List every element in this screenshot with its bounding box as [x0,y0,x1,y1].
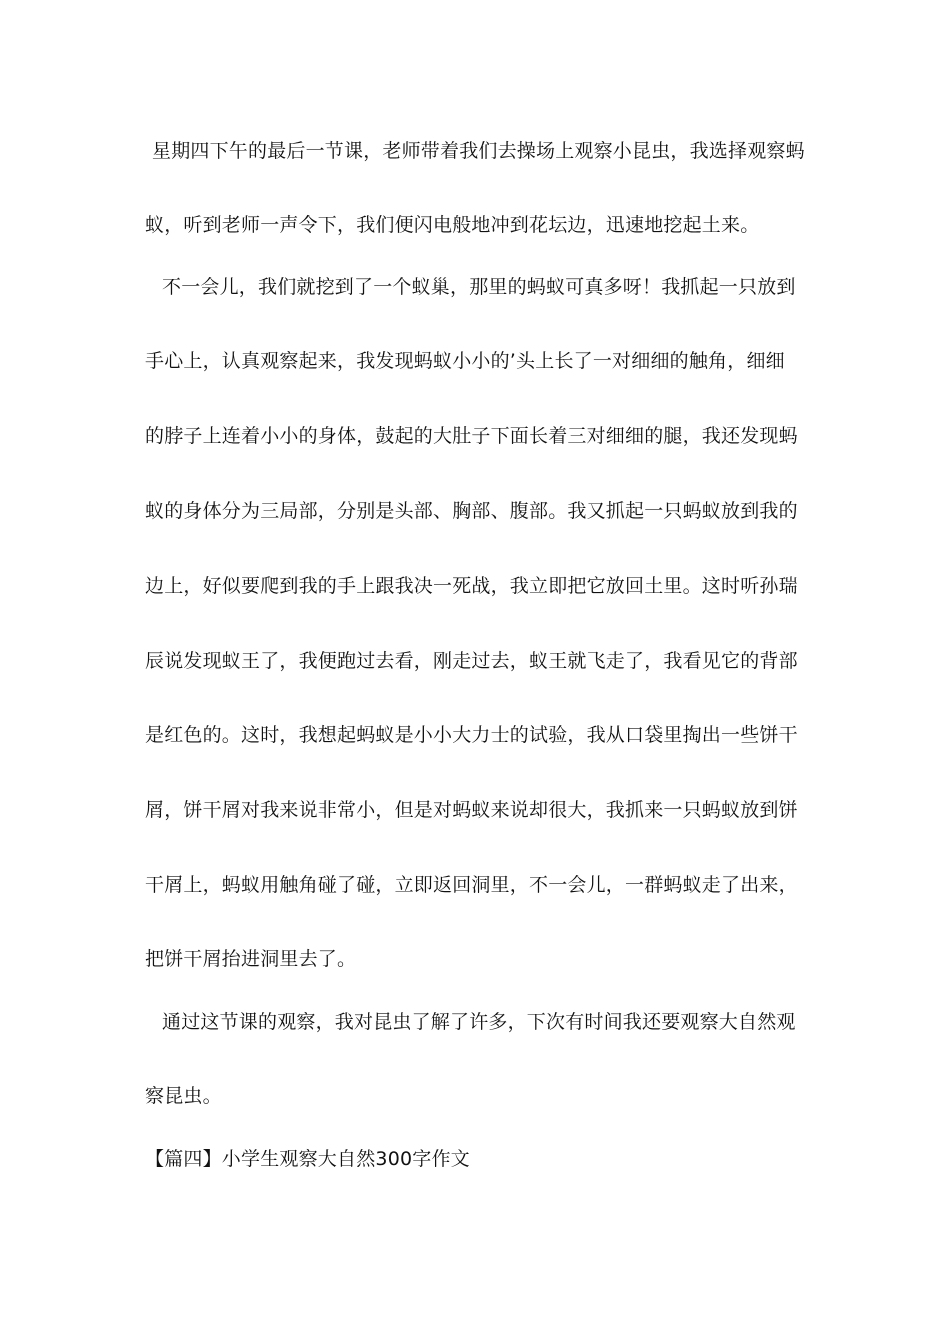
paragraph-2-line-4: 蚁的身体分为三局部，分别是头部、胸部、腹部。我又抓起一只蚂蚁放到我的 [145,500,798,522]
paragraph-3-line-2: 察昆虫。 [145,1085,222,1107]
paragraph-2-line-7: 是红色的。这时，我想起蚂蚁是小小大力士的试验，我从口袋里掏出一些饼干 [145,724,798,746]
paragraph-2-line-9: 干屑上，蚂蚁用触角碰了碰，立即返回洞里，不一会儿，一群蚂蚁走了出来， [145,874,798,896]
paragraph-2-line-6: 辰说发现蚁王了，我便跑过去看，刚走过去，蚁王就飞走了，我看见它的背部 [145,650,798,672]
paragraph-2-line-2: 手心上，认真观察起来，我发现蚂蚁小小的’头上长了一对细细的触角，细细 [145,350,785,372]
paragraph-2-line-1: 不一会儿，我们就挖到了一个蚁巢，那里的蚂蚁可真多呀！我抓起一只放到 [162,276,796,298]
paragraph-1-line-2: 蚁，听到老师一声令下，我们便闪电般地冲到花坛边，迅速地挖起土来。 [145,214,760,236]
paragraph-2-line-5: 边上，好似要爬到我的手上跟我决一死战，我立即把它放回土里。这时听孙瑞 [145,575,798,597]
paragraph-2-line-10: 把饼干屑抬进洞里去了。 [145,948,357,970]
section-heading: 【篇四】小学生观察大自然300字作文 [145,1148,470,1170]
paragraph-2-line-3: 的脖子上连着小小的身体，鼓起的大肚子下面长着三对细细的腿，我还发现蚂 [145,425,798,447]
paragraph-1-line-1: 星期四下午的最后一节课，老师带着我们去操场上观察小昆虫，我选择观察蚂 [152,140,805,162]
paragraph-3-line-1: 通过这节课的观察，我对昆虫了解了许多，下次有时间我还要观察大自然观 [162,1011,796,1033]
paragraph-2-line-8: 屑，饼干屑对我来说非常小，但是对蚂蚁来说却很大，我抓来一只蚂蚁放到饼 [145,799,798,821]
